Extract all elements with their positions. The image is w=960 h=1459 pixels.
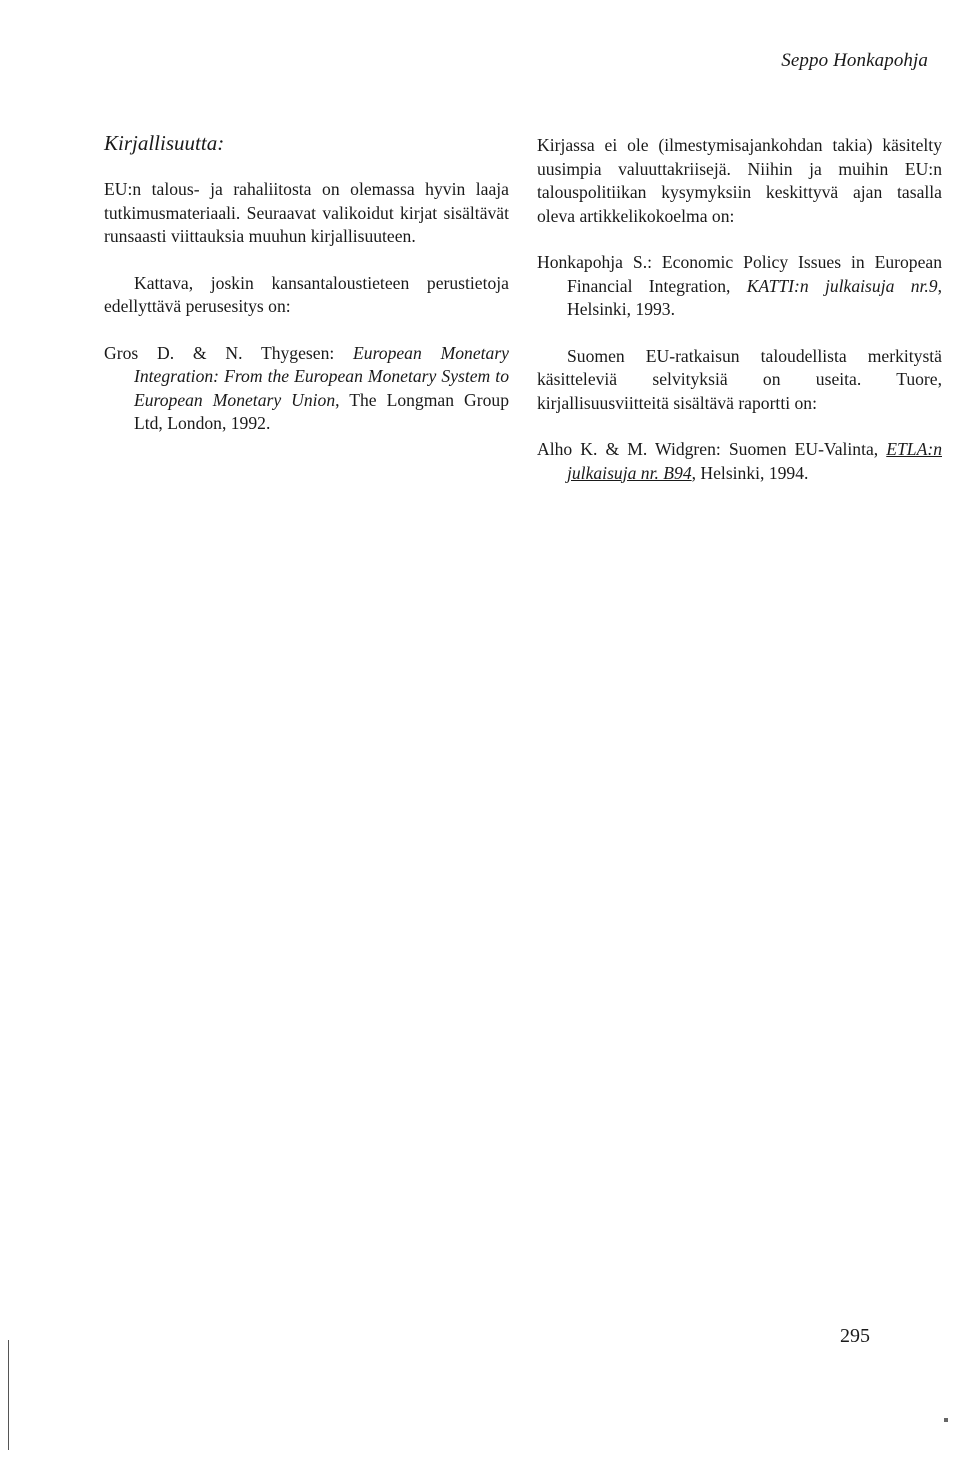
reference-gros-thygesen: [104, 342, 509, 436]
reference-publisher: , The Longman Group Ltd, London, 1992.: [134, 389, 509, 433]
right-paragraph-2: Suomen EU-ratkaisun taloudellista merkitystä käsitteleviä selvityksiä on useita. Tuore, kirjallisuusviitteitä sisältävä raportti on:: [537, 345, 942, 413]
reference-series: KATTI:n julkaisuja nr.9: [746, 275, 938, 296]
page-number: 295: [840, 1325, 870, 1347]
scan-margin-line: [8, 1340, 9, 1450]
reference-authors-title: Honkapohja S.: Economic Policy Issues in European Financial Integration,: [537, 252, 942, 296]
reference-place-year: , Helsinki, 1994.: [691, 462, 809, 483]
reference-authors: Gros D. & N. Thygesen:: [104, 342, 354, 363]
right-paragraph-1: Kirjassa ei ole (ilmestymisajankohdan takia) käsitelty uusimpia valuuttakriisejä. Niihin ja muihin EU:n talouspolitiikan kysymyksiin keskittyvä ajan tasalla oleva artikkelikokoelma on:: [537, 135, 942, 226]
reference-alho-widgren: [537, 438, 942, 485]
intro-paragraph: EU:n talous- ja rahaliitosta on olemassa hyvin laaja tutkimusmateriaali. Seuraavat valikoidut kirjat sisältävät runsaasti viittauksia muuhun kirjallisuuteen.: [104, 179, 509, 246]
right-column: [537, 134, 942, 485]
running-head: Seppo Honkapohja: [781, 50, 928, 71]
reference-place-year: , Helsinki, 1993.: [567, 275, 943, 319]
reference-honkapohja: [537, 251, 942, 322]
scan-speck: [944, 1418, 948, 1422]
reference-title: European Monetary Integration: From the European Monetary System to European Monetary Union: [134, 342, 509, 410]
section-heading: Kirjallisuutta:: [104, 131, 225, 155]
reference-series: ETLA:n julkaisuja nr. B94: [567, 439, 942, 483]
reference-authors-title: Alho K. & M. Widgren: Suomen EU-Valinta,: [537, 439, 887, 459]
left-column: [104, 130, 509, 436]
lead-paragraph: Kattava, joskin kansantaloustieteen perustietoja edellyttävä perusesitys on:: [104, 272, 509, 316]
